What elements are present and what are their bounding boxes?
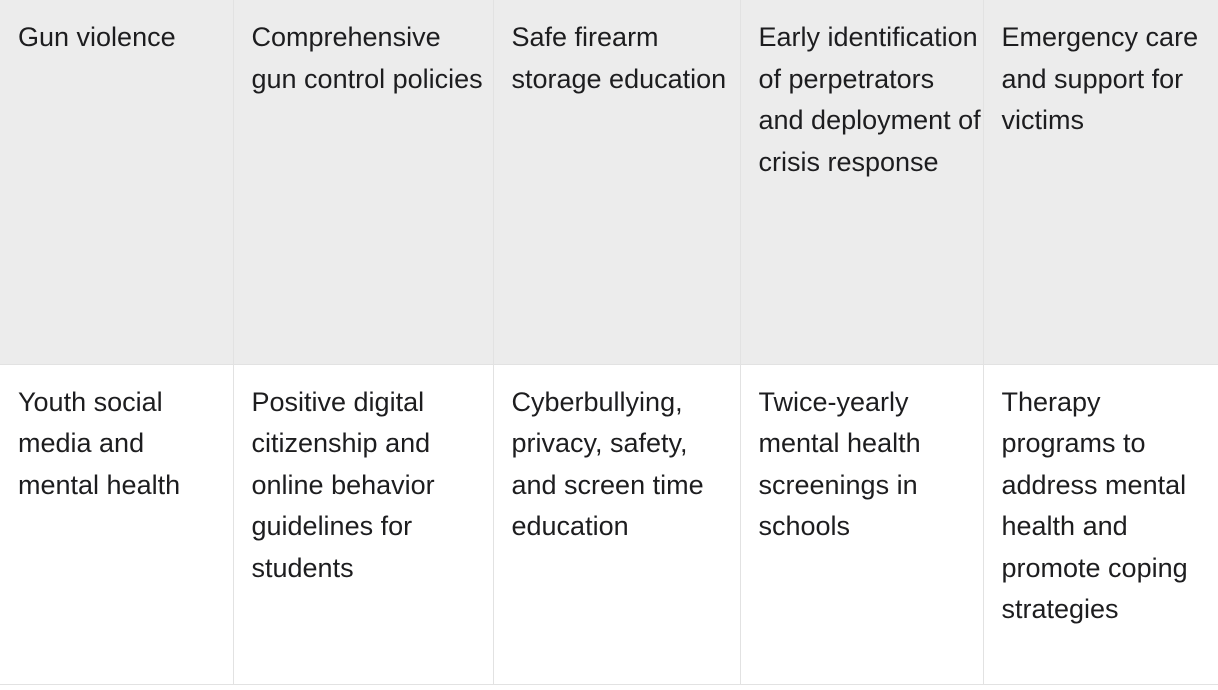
cell-education: Cyberbullying, privacy, safety, and screen time education: [493, 364, 740, 684]
cell-policy: Positive digital citizenship and online behavior guidelines for students: [233, 364, 493, 684]
cell-issue: Youth social media and mental health: [0, 364, 233, 684]
cell-support: Therapy programs to address mental health and promote coping strategies: [983, 364, 1218, 684]
cell-policy: Comprehensive gun control policies: [233, 0, 493, 364]
cell-screening: Early identification of perpetrators and deployment of crisis response: [740, 0, 983, 364]
cell-screening: Twice-yearly mental health screenings in schools: [740, 364, 983, 684]
cell-issue: Gun violence: [0, 0, 233, 364]
cell-support: Emergency care and support for victims: [983, 0, 1218, 364]
cell-education: Safe firearm storage education: [493, 0, 740, 364]
table-row: [0, 364, 1218, 684]
